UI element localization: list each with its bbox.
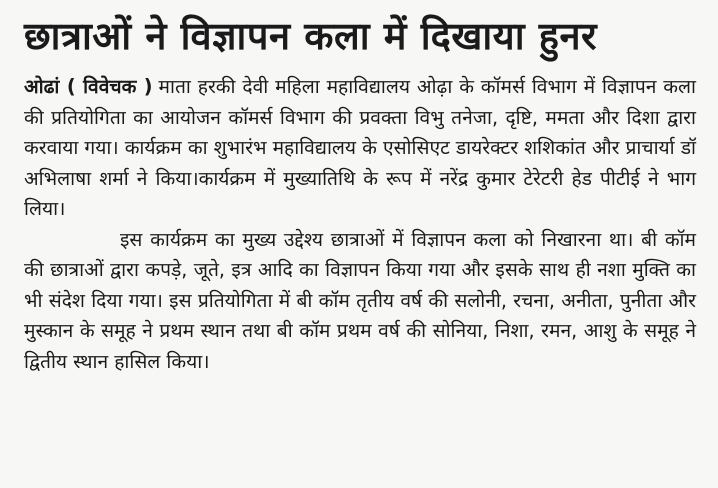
headline: छात्राओं ने विज्ञापन कला में दिखाया हुनर (24, 14, 598, 58)
article-paragraph-2 (24, 225, 696, 378)
paragraph-1-text: माता हरकी देवी महिला महाविद्यालय ओढ़ा के कॉमर्स विभाग में विज्ञापन कला की प्रतियोगिता का आयोजन कॉमर्स विभाग की प्रवक्ता विभु तनेजा, दृष्टि, ममता और दिशा द्वारा करवाया गया। कार्यक्रम का शुभारंभ महाविद्यालय के एसोसिएट डायरेक्टर शशिकांत और प्राचार्या डॉ अभिलाषा शर्मा ने किया।कार्यक्रम में मुख्यातिथि के रूप में नरेंद्र कुमार टेरेटरी हेड पीटीई ने भाग लिया। (24, 75, 696, 220)
article-paragraph-1 (24, 72, 696, 225)
article-body (24, 72, 696, 377)
dateline: ओढां ( विवेचक ) (24, 75, 153, 98)
paragraph-2-text: इस कार्यक्रम का मुख्य उद्देश्य छात्राओं में विज्ञापन कला को निखारना था। बी कॉम की छात्राओं द्वारा कपड़े, जूते, इत्र आदि का विज्ञापन किया गया और इसके साथ ही नशा मुक्ति का भी संदेश दिया गया। इस प्रतियोगिता में बी कॉम तृतीय वर्ष की सलोनी, रचना, अनीता, पुनीता और मुस्कान के समूह ने प्रथम स्थान तथा बी कॉम प्रथम वर्ष की सोनिया, निशा, रमन, आशु के समूह ने द्वितीय स्थान हासिल किया। (24, 227, 696, 373)
